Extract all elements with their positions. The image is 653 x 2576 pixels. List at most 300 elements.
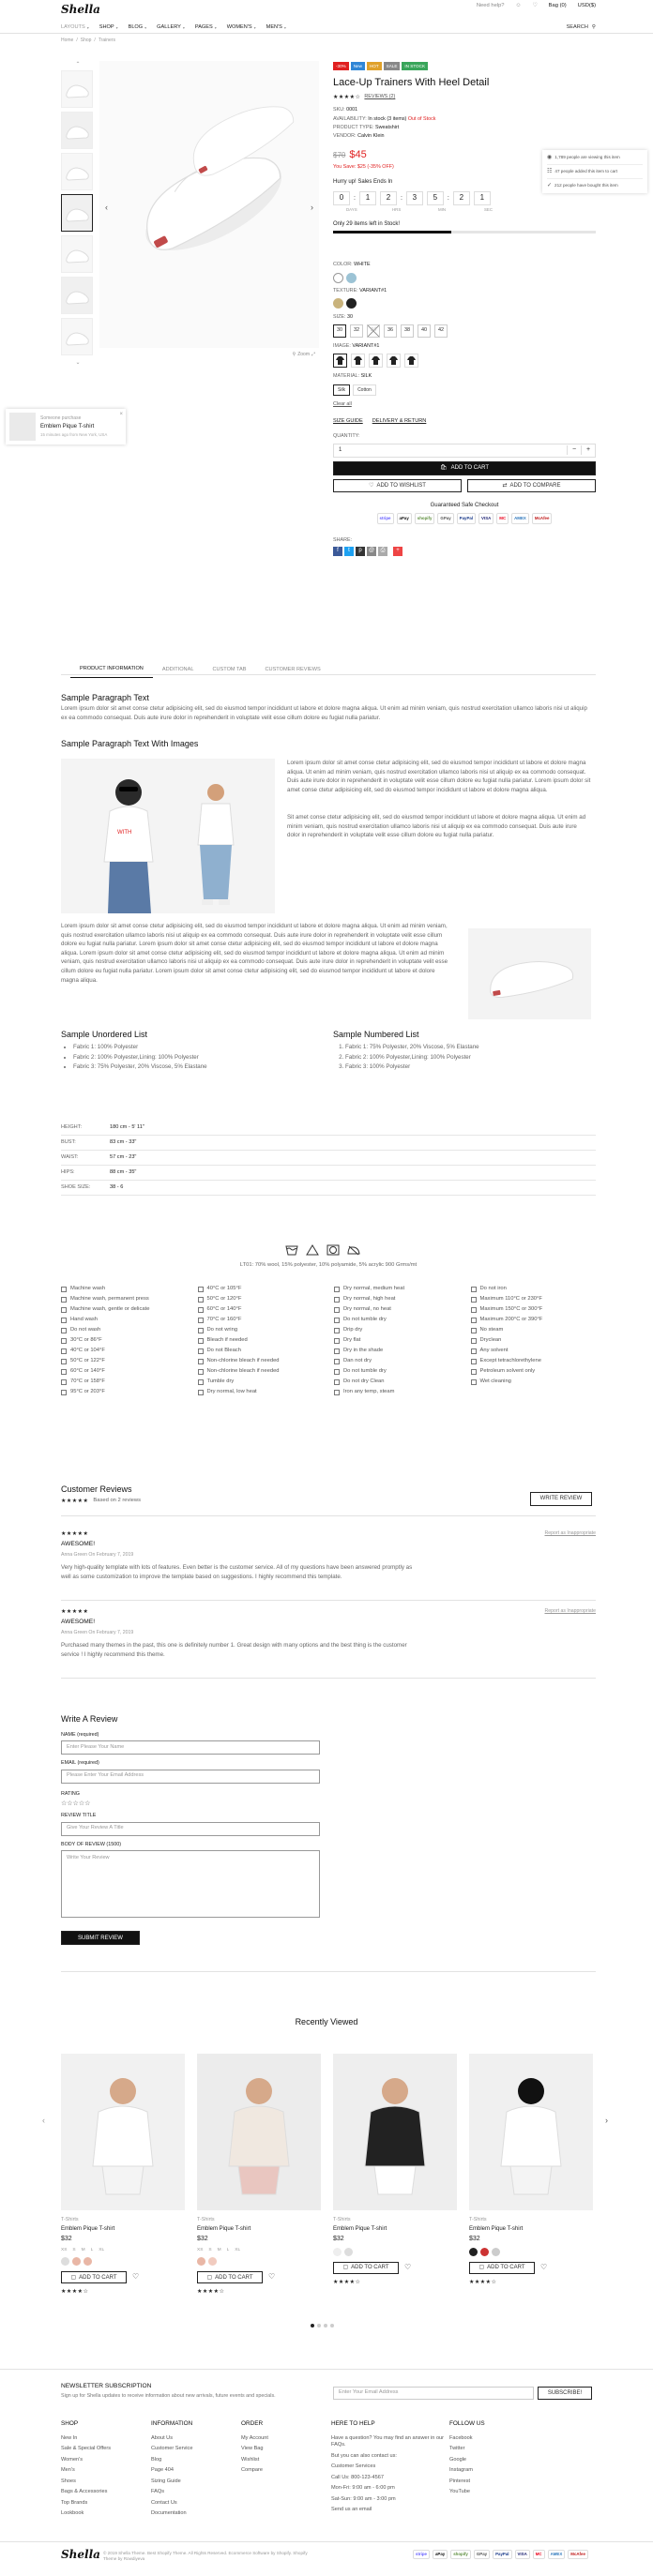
footer-column bbox=[61, 2420, 151, 2522]
review-title-input[interactable]: Give Your Review A Title bbox=[61, 1822, 320, 1836]
viewing-row: ✓ 212 people have bought this item bbox=[547, 183, 618, 189]
checkout-title: Guaranteed Safe Checkout bbox=[430, 502, 499, 508]
plus-button[interactable]: + bbox=[581, 445, 595, 454]
care-item: Dan not dry bbox=[334, 1358, 460, 1365]
footer-payment-mcafee-icon: McAfee bbox=[568, 2550, 588, 2559]
texture-1[interactable] bbox=[333, 298, 343, 309]
payment-paypal-icon: PayPal bbox=[457, 513, 476, 524]
payment-mc-icon: MC bbox=[496, 513, 509, 524]
color-swatch[interactable] bbox=[469, 2248, 478, 2256]
subscribe-button[interactable]: SUBSCRIBE! bbox=[538, 2387, 592, 2400]
recent-size-option[interactable]: S bbox=[208, 2247, 212, 2252]
recent-product-image[interactable] bbox=[61, 2054, 185, 2210]
nav-item-pages[interactable]: PAGES bbox=[194, 24, 213, 30]
recent-product-name[interactable]: Emblem Pique T-shirt bbox=[333, 2226, 387, 2233]
dot-2[interactable] bbox=[317, 2324, 321, 2327]
share-buttons bbox=[333, 547, 596, 556]
chevron-down-icon: ▾ bbox=[182, 25, 185, 31]
recent-add-to-cart-button[interactable]: ▢ ADD TO CART bbox=[61, 2271, 127, 2283]
image-variant[interactable] bbox=[387, 354, 401, 368]
list-item: 1. Fabric 1: 75% Polyester, 20% Viscose, 5% Elastane bbox=[345, 1043, 479, 1053]
paragraph-3: Sit amet conse ctetur adipisicing elit, sed do eiusmod tempor incididunt ut labore et dolore magna aliqua. Ut enim ad minim veniam, quis nostrud exercitation ullamco laboris nisi ut aliquip ex ea commodo consequat. Duis aute irure dolor in reprehenderit in voluptate velit esse cillum dolore eu fugiat nulla pariatur. bbox=[287, 814, 586, 839]
clear-all-link[interactable]: Clear all bbox=[333, 401, 352, 408]
recent-size-option[interactable]: L bbox=[226, 2247, 230, 2252]
footer-link[interactable]: Pinterest bbox=[449, 2478, 471, 2484]
recent-product-card bbox=[61, 2054, 185, 2296]
recent-next-icon[interactable]: › bbox=[605, 2116, 608, 2125]
care-item: Non-chlorine bleach if needed bbox=[198, 1368, 324, 1376]
footer-payment-gpay-icon: GPay bbox=[474, 2550, 490, 2559]
add-to-compare-button[interactable]: ⇄ ADD TO COMPARE bbox=[467, 479, 596, 492]
care-symbol-icon bbox=[334, 1369, 340, 1375]
heart-icon[interactable]: ♡ bbox=[532, 3, 538, 8]
image-variant[interactable] bbox=[369, 354, 383, 368]
reviews-link[interactable]: REVIEWS (2) bbox=[364, 94, 396, 100]
care-item: Except tetrachlorethylene bbox=[471, 1358, 597, 1365]
dot-3[interactable] bbox=[324, 2324, 327, 2327]
product-thumbnail[interactable] bbox=[61, 277, 93, 314]
list-item: 2. Fabric 2: 100% Polyester,Lining: 100% Polyester bbox=[345, 1053, 479, 1063]
size-option-30[interactable]: 30 bbox=[333, 324, 346, 338]
recent-product-price: $32 bbox=[333, 2236, 344, 2243]
care-symbol-icon bbox=[61, 1379, 67, 1385]
care-item: Dry flat bbox=[334, 1337, 460, 1345]
bag-icon: 🛍 bbox=[440, 465, 448, 472]
footer-payment-paypal-icon: PayPal bbox=[493, 2550, 511, 2559]
footer-link[interactable]: Lookbook bbox=[61, 2510, 84, 2517]
color-swatch[interactable] bbox=[61, 2257, 69, 2266]
breadcrumb-separator: / bbox=[76, 38, 78, 43]
care-symbol-icon bbox=[198, 1379, 204, 1385]
user-icon[interactable]: ☺ bbox=[515, 3, 522, 8]
thumb-down-icon[interactable]: ⌄ bbox=[75, 360, 81, 367]
recent-size-option[interactable]: XL bbox=[99, 2247, 105, 2252]
write-review-button[interactable]: WRITE REVIEW bbox=[530, 1492, 592, 1506]
footer-link[interactable]: YouTube bbox=[449, 2489, 470, 2495]
review-body: Very high-quality template with lots of features. Even better is the customer service. All of my questions have been answered promptly as well as some customization to improve the template based on suggestions. I highly recommend this template. bbox=[61, 1564, 413, 1580]
care-item: Machine wash, permanent press bbox=[61, 1296, 187, 1303]
footer-link[interactable]: Have a question? You may find an answer in our FAQs. bbox=[331, 2434, 445, 2448]
close-icon[interactable]: × bbox=[119, 412, 123, 417]
care-item: 95°C or 203°F bbox=[61, 1389, 187, 1396]
footer-link[interactable]: Customer Service bbox=[151, 2446, 193, 2452]
review-body-input[interactable]: Write Your Review bbox=[61, 1850, 320, 1918]
care-item: Wet cleaning bbox=[471, 1378, 597, 1386]
care-symbol-icon bbox=[471, 1297, 477, 1303]
care-item: Dryclean bbox=[471, 1337, 597, 1345]
texture-swatches bbox=[333, 298, 596, 309]
care-symbol-icon bbox=[61, 1369, 67, 1375]
bag-icon: ▢ bbox=[206, 2274, 213, 2281]
svg-text:WITH: WITH bbox=[117, 830, 132, 836]
countdown-digit: 5 bbox=[427, 191, 444, 205]
product-thumbnail[interactable] bbox=[61, 318, 93, 355]
care-symbol-icon bbox=[61, 1359, 67, 1364]
care-symbol-icon bbox=[198, 1318, 204, 1323]
nav-item-shop[interactable]: SHOP bbox=[99, 24, 114, 30]
old-price: $70 bbox=[333, 150, 346, 159]
email-icon[interactable]: @ bbox=[367, 547, 376, 556]
countdown-label: MIN bbox=[438, 207, 447, 213]
heart-icon[interactable]: ♡ bbox=[268, 2272, 276, 2282]
logo[interactable]: Shella bbox=[61, 3, 100, 16]
footer-logo[interactable]: Shella bbox=[61, 2548, 100, 2561]
recently-viewed-title: Recently Viewed bbox=[295, 2017, 358, 2026]
main-product-image[interactable] bbox=[99, 61, 319, 358]
payment-apay-icon: aPay bbox=[397, 513, 412, 524]
recent-rating-stars: ★★★★☆ bbox=[333, 2279, 361, 2285]
product-badge: HOT bbox=[367, 62, 382, 70]
cart-link[interactable]: Bag (0) bbox=[548, 3, 567, 8]
submit-review-button[interactable]: SUBMIT REVIEW bbox=[61, 1931, 140, 1945]
product-badge: New bbox=[351, 62, 365, 70]
search-button[interactable]: SEARCH ⚲ bbox=[566, 24, 596, 30]
footer-link[interactable]: Page 404 bbox=[151, 2467, 174, 2474]
footer-payment-stripe-icon: stripe bbox=[413, 2550, 430, 2559]
footer-link[interactable]: View Bag bbox=[241, 2446, 264, 2452]
currency-select[interactable]: USD($) bbox=[577, 3, 596, 8]
newsletter-email-input[interactable]: Enter Your Email Address bbox=[333, 2387, 534, 2400]
care-item: Do not Bleach bbox=[198, 1348, 324, 1355]
care-item: Machine wash, gentle or delicate bbox=[61, 1306, 187, 1314]
availability: In stock (3 items) bbox=[368, 115, 407, 122]
eye-icon: ◉ bbox=[547, 155, 553, 160]
care-item: 60°C or 140°F bbox=[198, 1306, 324, 1314]
prev-image-icon[interactable]: ‹ bbox=[105, 203, 108, 212]
image-variants bbox=[333, 354, 596, 368]
newsletter-title: NEWSLETTER SUBSCRIPTION bbox=[61, 2383, 152, 2389]
copyright: © 2019 Shella Theme. Best Shopify Theme. All Rights Reserved. Ecommerce Software by Shopify. Shopify Theme by Rowdiyeva bbox=[103, 2551, 308, 2562]
color-swatches bbox=[333, 273, 596, 283]
measurements-table bbox=[61, 1121, 596, 1196]
color-swatch[interactable] bbox=[84, 2257, 92, 2266]
footer-payment-shopify-icon: shopify bbox=[450, 2550, 471, 2559]
vendor[interactable]: Calvin Klein bbox=[357, 133, 385, 140]
care-symbol-icon bbox=[334, 1390, 340, 1395]
models-image bbox=[61, 759, 275, 913]
size-option-38[interactable]: 38 bbox=[401, 324, 414, 338]
footer-link[interactable]: About Us bbox=[151, 2434, 174, 2441]
recent-product-image[interactable] bbox=[469, 2054, 593, 2210]
recent-size-option[interactable]: M bbox=[81, 2247, 85, 2252]
recent-product-image[interactable] bbox=[197, 2054, 321, 2210]
texture-2[interactable] bbox=[346, 298, 357, 309]
care-item: Do not tumble dry bbox=[334, 1368, 460, 1376]
product-thumbnail[interactable] bbox=[61, 112, 93, 149]
footer-link[interactable]: New In bbox=[61, 2434, 78, 2441]
heart-icon[interactable]: ♡ bbox=[132, 2272, 140, 2282]
countdown-digit: 2 bbox=[380, 191, 397, 205]
sku-value: 0001 bbox=[346, 107, 358, 113]
product-thumbnail[interactable] bbox=[61, 153, 93, 190]
footer-column-title: FOLLOW US bbox=[449, 2420, 485, 2427]
next-image-icon[interactable]: › bbox=[311, 203, 313, 212]
recent-size-option[interactable]: M bbox=[217, 2247, 221, 2252]
recent-rating-stars: ★★★★☆ bbox=[61, 2289, 89, 2296]
color-swatch[interactable] bbox=[72, 2257, 81, 2266]
nav-item-blog[interactable]: BLOG bbox=[128, 24, 144, 30]
payment-amex-icon: AMEX bbox=[511, 513, 529, 524]
section-title-images: Sample Paragraph Text With Images bbox=[61, 739, 199, 748]
recent-product-card bbox=[333, 2054, 457, 2286]
care-item: Tumble dry bbox=[198, 1378, 324, 1386]
unordered-list bbox=[73, 1043, 207, 1073]
add-to-cart-button[interactable]: 🛍 ADD TO CART bbox=[333, 461, 596, 475]
care-symbol-icon bbox=[471, 1369, 477, 1375]
recent-product-name[interactable]: Emblem Pique T-shirt bbox=[469, 2226, 524, 2233]
care-symbol-icon bbox=[334, 1348, 340, 1354]
report-link[interactable]: Report as Inappropriate bbox=[544, 1608, 596, 1614]
add-to-wishlist-button[interactable]: ♡ ADD TO WISHLIST bbox=[333, 479, 462, 492]
recent-add-to-cart-button[interactable]: ▢ ADD TO CART bbox=[333, 2262, 399, 2274]
recent-size-option[interactable]: XL bbox=[235, 2247, 241, 2252]
care-symbol-icon bbox=[198, 1297, 204, 1303]
footer-link[interactable]: Facebook bbox=[449, 2434, 473, 2441]
recent-product-price: $32 bbox=[61, 2236, 72, 2243]
breadcrumb-separator: / bbox=[94, 38, 96, 43]
thumb-up-icon[interactable]: ⌃ bbox=[75, 62, 81, 68]
recent-size-option[interactable]: L bbox=[90, 2247, 94, 2252]
recent-add-to-cart-button[interactable]: ▢ ADD TO CART bbox=[469, 2262, 535, 2274]
footer-link[interactable]: Customer Services bbox=[331, 2463, 376, 2470]
footer-link[interactable]: Google bbox=[449, 2456, 467, 2463]
footer-column bbox=[151, 2420, 241, 2522]
footer-link[interactable]: But you can also contact us: bbox=[331, 2452, 397, 2459]
hurry-text: Hurry up! Sales Ends In bbox=[333, 179, 393, 186]
nav-item-womens[interactable]: WOMEN'S bbox=[226, 24, 252, 30]
search-icon: ⚲ bbox=[591, 24, 596, 30]
footer-link[interactable]: Sale & Special Offers bbox=[61, 2446, 112, 2452]
care-icons bbox=[285, 1244, 360, 1256]
footer-payment-mc-icon: MC bbox=[533, 2550, 545, 2559]
carousel-dots bbox=[311, 2324, 334, 2327]
recent-prev-icon[interactable]: ‹ bbox=[42, 2116, 45, 2125]
recent-size-option[interactable]: XS bbox=[61, 2247, 68, 2252]
recent-add-to-cart-button[interactable]: ▢ ADD TO CART bbox=[197, 2271, 263, 2283]
tab-customer-reviews[interactable]: CUSTOMER REVIEWS bbox=[265, 666, 321, 672]
size-guide-link[interactable]: SIZE GUIDE bbox=[333, 417, 363, 424]
notification-item[interactable]: Emblem Pique T-shirt bbox=[40, 424, 95, 430]
product-thumbnail[interactable] bbox=[61, 194, 93, 232]
twitter-icon[interactable]: t bbox=[344, 547, 354, 556]
print-icon[interactable]: ⎙ bbox=[378, 547, 387, 556]
product-thumbnail[interactable] bbox=[61, 70, 93, 108]
fabric-composition: LT01: 70% wool, 15% polyester, 10% polyamide, 5% acrylic 900 Grms/mt bbox=[239, 1262, 418, 1268]
thumbnail-list bbox=[61, 61, 95, 367]
care-symbol-icon bbox=[61, 1348, 67, 1354]
care-item: Do not dry Clean bbox=[334, 1378, 460, 1386]
care-symbol-icon bbox=[198, 1307, 204, 1313]
notification-image bbox=[9, 413, 36, 441]
footer-columns bbox=[61, 2420, 596, 2522]
care-symbol-icon bbox=[61, 1287, 67, 1292]
minus-button[interactable]: − bbox=[567, 445, 581, 454]
material-option[interactable]: Silk bbox=[333, 384, 350, 397]
recent-product-category: T-Shirts bbox=[197, 2217, 215, 2222]
size-option-40[interactable]: 40 bbox=[418, 324, 431, 338]
price: $45 bbox=[349, 148, 367, 160]
rating-input[interactable]: ☆☆☆☆☆ bbox=[61, 1800, 91, 1808]
countdown-separator: : bbox=[447, 194, 449, 202]
countdown-digit: 2 bbox=[453, 191, 470, 205]
color-swatch[interactable] bbox=[480, 2248, 489, 2256]
nav-item-layouts[interactable]: LAYOUTS bbox=[61, 24, 85, 30]
heart-icon[interactable]: ♡ bbox=[540, 2262, 548, 2271]
care-symbol-icon bbox=[61, 1338, 67, 1344]
facebook-icon[interactable]: f bbox=[333, 547, 342, 556]
tab-product-information[interactable]: PRODUCT INFORMATION bbox=[70, 662, 153, 678]
footer-link[interactable]: Documentation bbox=[151, 2510, 187, 2517]
recent-size-option[interactable]: XS bbox=[197, 2247, 204, 2252]
footer-link[interactable]: Mon-Fri: 9:00 am - 6:00 pm bbox=[331, 2485, 395, 2492]
care-symbol-icon bbox=[61, 1297, 67, 1303]
countdown-digit: 1 bbox=[474, 191, 491, 205]
size-option-32[interactable]: 32 bbox=[350, 324, 363, 338]
care-instructions bbox=[61, 1286, 596, 1396]
name-input[interactable]: Enter Please Your Name bbox=[61, 1740, 320, 1755]
size-option-42[interactable]: 42 bbox=[434, 324, 448, 338]
email-input[interactable]: Please Enter Your Email Address bbox=[61, 1770, 320, 1784]
product-info: -30% New HOT SALE IN STOCK Lace-Up Trainers With Heel Detail ★★★★☆ REVIEWS (2) SKU: 0001 AVAILABILITY: In stock (3 items) Out of Stock PRODUCT TYPE: Sweatshirt VENDOR: Calvin Klein $70 $45 You Save: $25 (-35% OFF) Hurry up! Sales Ends In 0 : 1 2 : 3 5 : 2 1 DAYS HRS MIN SEC Only 29 items left in Stock! COLOR: WHITE TEXTURE: VARIANT#1 SIZE: 30 30 32 34 36 38 40 42 IMAGE: VARIANT#1 MATERIAL: SILK Silk Cotton Clear all SIZE GUIDE DELIVERY & RETURN QUANTITY: 1 − + 🛍 ADD TO CART ♡ ADD TO WISHLIST ⇄ ADD TO COMPARE Guaranteed Safe Checkout stripe aPay shopify GPay PayPal VISA MC AMEX McAfee SHARE: f t p @ ⎙ + bbox=[333, 62, 596, 556]
paragraph-2: Lorem ipsum dolor sit amet conse ctetur adipisicing elit, sed do eiusmod tempor incididunt ut labore et dolore magna aliqua. Ut enim ad minim veniam, quis nostrud exercitation ullamco laboris nisi ut aliquip ex ea commodo consequat. Duis aute irure dolor in reprehenderit in voluptate velit esse cillum dolore eu fugiat nulla pariatur. Lorem ipsum dolor sit amet conse ctetur adipisicing elit, sed do eiusmod tempor incididunt ut labore et dolore magna aliqua. bbox=[287, 760, 591, 793]
care-symbol-icon bbox=[198, 1390, 204, 1395]
washing-icon bbox=[285, 1244, 298, 1256]
dot-4[interactable] bbox=[330, 2324, 334, 2327]
care-item: Maximum 200°C or 390°F bbox=[471, 1317, 597, 1324]
footer-link[interactable]: Sizing Guide bbox=[151, 2478, 181, 2484]
color-swatch[interactable] bbox=[344, 2248, 353, 2256]
nav-item-mens[interactable]: MEN'S bbox=[266, 24, 282, 30]
reviews-title: Customer Reviews bbox=[61, 1484, 132, 1494]
nav-item-gallery[interactable]: GALLERY bbox=[157, 24, 181, 30]
swatch-white[interactable] bbox=[333, 273, 343, 283]
footer-link[interactable]: Sat-Sun: 9:00 am - 3:00 pm bbox=[331, 2495, 396, 2502]
chevron-down-icon: ▾ bbox=[283, 25, 286, 31]
recent-product-card bbox=[197, 2054, 321, 2296]
footer-link[interactable]: Women's bbox=[61, 2456, 84, 2463]
payment-visa-icon: VISA bbox=[478, 513, 494, 524]
color-swatch[interactable] bbox=[333, 2248, 342, 2256]
footer-payment-icons bbox=[413, 2550, 588, 2559]
image-variant[interactable] bbox=[351, 354, 365, 368]
care-symbol-icon bbox=[334, 1379, 340, 1385]
list-item: • Fabric 2: 100% Polyester,Lining: 100% Polyester bbox=[73, 1053, 207, 1063]
unordered-list-title: Sample Unordered List bbox=[61, 1030, 148, 1039]
care-item: No steam bbox=[471, 1327, 597, 1334]
footer-link[interactable]: Call Us: 800-123-4567 bbox=[331, 2474, 384, 2480]
bleach-icon bbox=[306, 1244, 319, 1256]
color-swatch[interactable] bbox=[197, 2257, 205, 2266]
tab-additional[interactable]: ADDITIONAL bbox=[161, 666, 194, 672]
countdown-separator: : bbox=[400, 194, 402, 202]
recent-rating-stars: ★★★★☆ bbox=[469, 2279, 497, 2285]
breadcrumb-item[interactable]: Shop bbox=[80, 38, 92, 43]
image-variant[interactable] bbox=[333, 354, 347, 368]
footer-link[interactable]: FAQs bbox=[151, 2489, 164, 2495]
paragraph-1: Lorem ipsum dolor sit amet conse ctetur adipisicing elit, sed do eiusmod tempor incididunt ut labore et dolore magna aliqua. Ut enim ad minim veniam, quis nostrud exercitation ullamco laboris nisi ut aliquip ex ea commodo consequat. Duis aute irure dolor in reprehenderit in voluptate velit esse cillum dolore eu fugiat nulla pariatur. bbox=[61, 705, 587, 721]
recent-swatches bbox=[469, 2248, 593, 2256]
footer-link[interactable]: Wishlist bbox=[241, 2456, 260, 2463]
measurement-row: WAIST: 57 cm - 23" bbox=[61, 1151, 596, 1166]
image-variant[interactable] bbox=[404, 354, 418, 368]
chevron-down-icon: ▾ bbox=[86, 25, 89, 31]
footer-link[interactable]: Compare bbox=[241, 2467, 264, 2474]
recent-product-name[interactable]: Emblem Pique T-shirt bbox=[61, 2226, 115, 2233]
plus-share-icon[interactable]: + bbox=[393, 547, 402, 556]
footer-link[interactable]: Contact Us bbox=[151, 2499, 177, 2506]
fullscreen-icon: ⤢ bbox=[311, 352, 315, 358]
care-item: 50°C or 122°F bbox=[61, 1358, 187, 1365]
care-item: Bleach if needed bbox=[198, 1337, 324, 1345]
footer-link[interactable]: Top Brands bbox=[61, 2499, 88, 2506]
recent-product-image[interactable] bbox=[333, 2054, 457, 2210]
review-divider bbox=[61, 1678, 596, 1679]
quantity-input[interactable]: 1 bbox=[339, 447, 342, 454]
footer-link[interactable]: Instagram bbox=[449, 2467, 473, 2474]
zoom-button[interactable]: ⚲ Zoom ⤢ bbox=[292, 352, 315, 358]
report-link[interactable]: Report as Inappropriate bbox=[544, 1530, 596, 1536]
pinterest-icon[interactable]: p bbox=[356, 547, 365, 556]
recent-product-category: T-Shirts bbox=[61, 2217, 79, 2222]
size-options bbox=[333, 324, 596, 338]
breadcrumb-item[interactable]: Home bbox=[61, 38, 74, 43]
footer-link[interactable]: Blog bbox=[151, 2456, 162, 2463]
chevron-down-icon: ▾ bbox=[253, 25, 256, 31]
care-symbol-icon bbox=[471, 1359, 477, 1364]
breadcrumb-item: Trainers bbox=[98, 38, 115, 43]
delivery-link[interactable]: DELIVERY & RETURN bbox=[372, 417, 427, 424]
measurement-row: SHOE SIZE: 38 - 6 bbox=[61, 1181, 596, 1196]
footer-link[interactable]: Twitter bbox=[449, 2446, 465, 2452]
tab-custom-tab[interactable]: CUSTOM TAB bbox=[212, 666, 247, 672]
material-option[interactable]: Cotton bbox=[353, 384, 376, 397]
countdown bbox=[333, 191, 596, 205]
newsletter-text: Sign up for Shella updates to receive information about new arrivals, future events and specials. bbox=[61, 2393, 276, 2399]
care-symbol-icon bbox=[471, 1379, 477, 1385]
payment-stripe-icon: stripe bbox=[377, 513, 394, 524]
swatch-blue[interactable] bbox=[346, 273, 357, 283]
purchase-notification[interactable] bbox=[6, 409, 126, 444]
recent-rating-stars: ★★★★☆ bbox=[197, 2289, 225, 2296]
recent-size-option[interactable]: S bbox=[72, 2247, 76, 2252]
footer-link[interactable]: My Account bbox=[241, 2434, 268, 2441]
review-meta: Anna Green On February 7, 2019 bbox=[61, 1629, 134, 1635]
chevron-down-icon: ▾ bbox=[214, 25, 217, 31]
color-swatch[interactable] bbox=[492, 2248, 500, 2256]
dot-1[interactable] bbox=[311, 2324, 314, 2327]
product-thumbnail[interactable] bbox=[61, 235, 93, 273]
footer-payment-apay-icon: aPay bbox=[433, 2550, 448, 2559]
save-text: You Save: $25 (-35% OFF) bbox=[333, 163, 394, 170]
footer-link[interactable]: Bags & Accessories bbox=[61, 2489, 108, 2495]
color-swatch[interactable] bbox=[208, 2257, 217, 2266]
help-link[interactable]: Need help? bbox=[476, 3, 505, 8]
footer-link[interactable]: Shoes bbox=[61, 2478, 76, 2484]
footer-link[interactable]: Men's bbox=[61, 2467, 75, 2474]
payment-gpay-icon: GPay bbox=[437, 513, 453, 524]
size-option-36[interactable]: 36 bbox=[384, 324, 397, 338]
heart-icon[interactable]: ♡ bbox=[404, 2262, 412, 2271]
footer-link[interactable]: Send us an email bbox=[331, 2507, 372, 2513]
recent-product-price: $32 bbox=[469, 2236, 480, 2243]
care-symbol-icon bbox=[471, 1328, 477, 1333]
review-body: Purchased many themes in the past, this one is definitely number 1. Great design with many options and the best thing is the customer service ! I highly recommend this theme. bbox=[61, 1642, 407, 1658]
care-symbol-icon bbox=[334, 1338, 340, 1344]
size-option-34[interactable]: 34 bbox=[367, 324, 380, 338]
care-symbol-icon bbox=[334, 1318, 340, 1323]
care-item: Dry normal, low heat bbox=[198, 1389, 324, 1396]
recent-product-name[interactable]: Emblem Pique T-shirt bbox=[197, 2226, 251, 2233]
